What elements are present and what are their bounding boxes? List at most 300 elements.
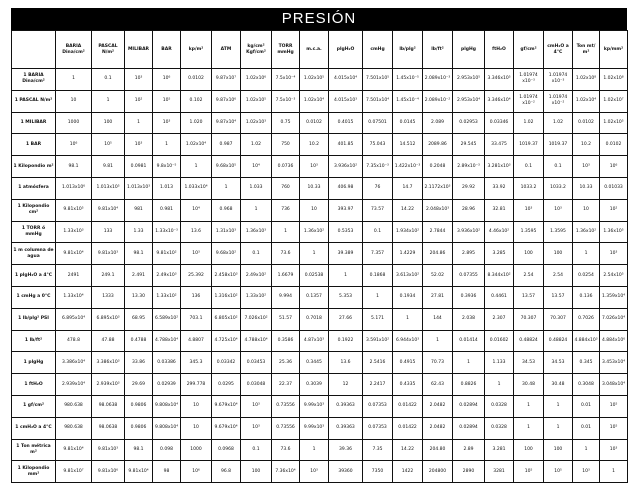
table-cell: 2.54	[544, 265, 573, 287]
table-row	[12, 156, 628, 178]
table-cell: 9.81x10⁴	[92, 199, 125, 221]
table-cell: 14.512	[393, 134, 423, 156]
table-cell: 2.953x10⁵	[453, 69, 485, 91]
table-cell: 4.884x10³	[573, 330, 600, 352]
table-cell: 1	[181, 156, 212, 178]
table-cell: 10³	[241, 395, 272, 417]
table-cell: 3.386x10³	[92, 352, 125, 374]
table-cell: 1.3595	[514, 221, 544, 243]
table-cell: 0.1357	[300, 286, 329, 308]
table-cell: 0.0145	[393, 112, 423, 134]
column-header: TORR mmHg	[272, 31, 300, 69]
table-cell: 2.49x10²	[241, 265, 272, 287]
table-cell: 133	[92, 221, 125, 243]
table-cell: 33.86	[125, 352, 153, 374]
table-cell: 1.02x10⁶	[241, 69, 272, 91]
table-cell: 204.86	[423, 243, 453, 265]
table-cell: 10³	[125, 134, 153, 156]
table-cell: 1	[153, 134, 181, 156]
table-cell: 0.03386	[153, 352, 181, 374]
table-cell: 2.5416	[363, 352, 393, 374]
table-cell: 204800	[423, 461, 453, 483]
table-cell: 1	[573, 243, 600, 265]
table-cell: 1.02x10⁸	[573, 69, 600, 91]
table-row	[12, 286, 628, 308]
table-cell: 73.57	[363, 199, 393, 221]
table-cell: 1.33x10²	[241, 286, 272, 308]
table-row	[12, 439, 628, 461]
table-cell: 1.02x10⁴	[300, 90, 329, 112]
table-cell: 0.07353	[363, 417, 393, 439]
row-header: 1 gf/cm²	[12, 395, 56, 417]
table-cell: 9.81x10⁴	[56, 243, 92, 265]
table-cell: 10³	[573, 461, 600, 483]
table-cell: 0.03342	[212, 352, 241, 374]
table-cell: 0.75	[272, 112, 300, 134]
table-cell: 1	[514, 395, 544, 417]
table-cell: 10⁶	[181, 461, 212, 483]
table-cell: 7.026x10²	[241, 308, 272, 330]
table-cell: 1.013x10⁶	[56, 177, 92, 199]
table-cell: 1.45x10⁻⁵	[393, 69, 423, 91]
table-cell: 1019.37	[514, 134, 544, 156]
table-cell: 14.22	[393, 199, 423, 221]
table-cell: 33.475	[485, 134, 514, 156]
table-cell: 3.613x10²	[393, 265, 423, 287]
column-header: plgHg	[453, 31, 485, 69]
table-cell: 0.0102	[300, 112, 329, 134]
table-cell: 0.02538	[300, 265, 329, 287]
table-cell: 7.35x10⁻³	[363, 156, 393, 178]
table-cell: 9.994	[272, 286, 300, 308]
table-cell: 981	[125, 199, 153, 221]
row-header: 1 cmHg a 0°C	[12, 286, 56, 308]
table-cell: 1	[92, 90, 125, 112]
table-cell: 100	[544, 243, 573, 265]
table-cell: 0.098	[153, 439, 181, 461]
table-cell: 10	[56, 90, 92, 112]
table-cell: 9.81x10³	[92, 439, 125, 461]
table-cell: 1.36x10²	[300, 221, 329, 243]
table-cell: 393.97	[329, 199, 363, 221]
column-header: BARIA Dina/cm²	[56, 31, 92, 69]
table-cell: 1.02	[544, 112, 573, 134]
table-cell: 32.81	[485, 199, 514, 221]
table-cell: 1.33x10²	[153, 286, 181, 308]
table-cell: 9.81x10³	[92, 243, 125, 265]
table-cell: 1.02x10⁵	[241, 90, 272, 112]
table-cell: 10⁵	[153, 90, 181, 112]
table-cell: 2.038	[453, 308, 485, 330]
table-cell: 9.81x10²	[153, 243, 181, 265]
table-cell: 136	[181, 286, 212, 308]
table-cell: 0.968	[212, 199, 241, 221]
table-cell: 10³	[181, 243, 212, 265]
table-cell: 4.884x10⁶	[600, 330, 628, 352]
column-header: BAR	[153, 31, 181, 69]
table-cell: 2.089x10⁻²	[423, 90, 453, 112]
table-cell: 4.015x10³	[329, 90, 363, 112]
table-cell: 1	[363, 286, 393, 308]
table-cell: 1.422x10⁻³	[393, 156, 423, 178]
table-cell: 1.6679	[272, 265, 300, 287]
table-cell: 0.1	[92, 69, 125, 91]
table-cell: 0.0736	[272, 156, 300, 178]
table-cell: 1.01974 x10⁻³	[514, 69, 544, 91]
table-cell: 1.359x10⁴	[600, 286, 628, 308]
table-cell: 0.102	[181, 90, 212, 112]
table-cell: 9.81x10⁵	[56, 199, 92, 221]
table-cell: 34.53	[514, 352, 544, 374]
table-cell: 1000	[56, 112, 92, 134]
table-cell: 0.1	[514, 156, 544, 178]
table-cell: 28.96	[453, 199, 485, 221]
table-cell: 0.1	[544, 156, 573, 178]
table-cell: 0.3936	[453, 286, 485, 308]
table-cell: 0.02939	[153, 374, 181, 396]
table-cell: 4.788x10⁴	[241, 330, 272, 352]
table-cell: 1	[514, 417, 544, 439]
table-cell: 1	[212, 177, 241, 199]
table-cell: 51.57	[272, 308, 300, 330]
table-cell: 10²	[600, 199, 628, 221]
table-cell: 3.285	[485, 243, 514, 265]
table-cell: 1	[125, 112, 153, 134]
table-cell: 0.07355	[453, 265, 485, 287]
column-header: ftH₂O	[485, 31, 514, 69]
table-cell: 0.9806	[125, 417, 153, 439]
table-cell: 750	[272, 134, 300, 156]
table-cell: 3.281	[485, 439, 514, 461]
table-cell: 1	[573, 439, 600, 461]
table-cell: 39360	[329, 461, 363, 483]
table-cell: 68.95	[125, 308, 153, 330]
row-header: 1 lb/ft²	[12, 330, 56, 352]
pressure-conversion-table	[11, 30, 628, 483]
table-cell: 10⁴	[181, 199, 212, 221]
table-cell: 3.281x10³	[485, 156, 514, 178]
table-cell: 0.5353	[329, 221, 363, 243]
table-cell: 2.2417	[363, 374, 393, 396]
table-cell: 22.37	[272, 374, 300, 396]
table-cell: 47.88	[92, 330, 125, 352]
row-header: 1 BARIA Dina/cm²	[12, 69, 56, 91]
table-cell: 2.0482	[423, 395, 453, 417]
table-cell: 2.895	[453, 243, 485, 265]
table-cell: 9.99x10³	[300, 417, 329, 439]
table-cell: 10³	[544, 199, 573, 221]
table-cell: 5.171	[363, 308, 393, 330]
table-cell: 10⁵	[600, 417, 628, 439]
table-cell: 98.0638	[92, 417, 125, 439]
table-row	[12, 199, 628, 221]
table-header	[12, 31, 628, 69]
table-cell: 0.01422	[393, 395, 423, 417]
table-cell: 2.89	[453, 439, 485, 461]
table-cell: 345.3	[181, 352, 212, 374]
table-cell: 3.936x10²	[453, 221, 485, 243]
table-row	[12, 417, 628, 439]
table-cell: 0.987	[212, 134, 241, 156]
table-cell: 0.0328	[485, 417, 514, 439]
table-cell: 9.81	[92, 156, 125, 178]
table-cell: 0.73556	[272, 417, 300, 439]
table-cell: 7.026x10⁴	[600, 308, 628, 330]
table-cell: 0.1	[241, 243, 272, 265]
table-cell: 33.92	[485, 177, 514, 199]
column-header: lb/ft²	[423, 31, 453, 69]
table-cell: 2.953x10⁴	[453, 90, 485, 112]
column-header: ATM	[212, 31, 241, 69]
table-cell: 1.33x10⁻³	[153, 221, 181, 243]
table-row	[12, 308, 628, 330]
table-cell: 9.81x10⁶	[92, 461, 125, 483]
table-cell: 100	[92, 112, 125, 134]
table-cell: 10⁵	[92, 134, 125, 156]
corner-cell	[12, 31, 56, 69]
table-cell: 0.4015	[329, 112, 363, 134]
table-cell: 1.02x10⁴	[573, 90, 600, 112]
table-cell: 6.895x10⁴	[56, 308, 92, 330]
table-cell: 13.6	[181, 221, 212, 243]
header-row	[12, 31, 628, 69]
table-cell: 0.981	[153, 199, 181, 221]
table-cell: 10⁶	[600, 156, 628, 178]
table-cell: 30.48	[544, 374, 573, 396]
column-header: lb/plg²	[393, 31, 423, 69]
table-cell: 980.638	[56, 395, 92, 417]
table-cell: 0.48824	[514, 330, 544, 352]
table-cell: 2.54x10⁵	[600, 265, 628, 287]
table-cell: 7350	[363, 461, 393, 483]
table-cell: 980.638	[56, 417, 92, 439]
table-cell: 1	[272, 221, 300, 243]
table-cell: 0.01414	[453, 330, 485, 352]
table-cell: 73.6	[272, 439, 300, 461]
table-cell: 3.453x10⁴	[600, 352, 628, 374]
table-cell: 3.346x10⁴	[485, 90, 514, 112]
table-cell: 0.7026	[573, 308, 600, 330]
row-header: 1 ftH₂O	[12, 374, 56, 396]
table-cell: 1.36x10³	[241, 221, 272, 243]
table-cell: 1.02x10⁵	[300, 69, 329, 91]
table-cell: 34.53	[544, 352, 573, 374]
table-cell: 10³	[241, 417, 272, 439]
table-cell: 9.808x10⁴	[153, 417, 181, 439]
table-cell: 29.69	[125, 374, 153, 396]
table-cell: 1.02x10⁴	[181, 134, 212, 156]
table-cell: 29.92	[453, 177, 485, 199]
table-cell: 1.01974 x10⁻²	[544, 90, 573, 112]
table-cell: 75.043	[363, 134, 393, 156]
table-cell: 10⁶	[56, 134, 92, 156]
table-cell: 0.0968	[212, 439, 241, 461]
column-header: PASCAL N/m²	[92, 31, 125, 69]
table-cell: 3.386x10⁴	[56, 352, 92, 374]
table-cell: 25.36	[272, 352, 300, 374]
table-cell: 7.36x10⁴	[272, 461, 300, 483]
table-cell: 0.03346	[485, 112, 514, 134]
table-cell: 98	[153, 461, 181, 483]
table-cell: 0.0328	[485, 395, 514, 417]
table-cell: 6.589x10²	[153, 308, 181, 330]
table-cell: 2491	[56, 265, 92, 287]
table-row	[12, 112, 628, 134]
table-cell: 2890	[453, 461, 485, 483]
row-header: 1 cmH₂O a 4°C	[12, 417, 56, 439]
table-cell: 1.013	[153, 177, 181, 199]
table-cell: 14.22	[393, 439, 423, 461]
table-cell: 144	[423, 308, 453, 330]
table-cell: 29.545	[453, 134, 485, 156]
table-cell: 10.2	[300, 134, 329, 156]
table-cell: 10	[181, 417, 212, 439]
table-cell: 1.33x10⁴	[56, 286, 92, 308]
table-cell: 2.1172x10³	[423, 177, 453, 199]
table-cell: 0.48824	[544, 330, 573, 352]
table-cell: 100	[544, 439, 573, 461]
table-cell: 0.3586	[272, 330, 300, 352]
table-cell: 0.1	[363, 221, 393, 243]
table-cell: 7.5x10⁻⁴	[272, 69, 300, 91]
table-cell: 0.1	[241, 439, 272, 461]
column-header: plgH₂O	[329, 31, 363, 69]
table-cell: 1	[544, 395, 573, 417]
table-cell: 13.30	[125, 286, 153, 308]
table-cell: 0.3048	[573, 374, 600, 396]
table-cell: 1.4229	[393, 243, 423, 265]
table-cell: 0.01602	[485, 330, 514, 352]
column-header: kg/cm² Kgf/cm²	[241, 31, 272, 69]
table-cell: 1.013x10³	[125, 177, 153, 199]
table-row	[12, 221, 628, 243]
table-cell: 9.81x10⁴	[56, 439, 92, 461]
table-cell: 98.1	[56, 156, 92, 178]
table-cell: 7.357	[363, 243, 393, 265]
table-cell: 9.99x10³	[300, 395, 329, 417]
table-cell: 1.033x10⁴	[181, 177, 212, 199]
table-cell: 30.48	[514, 374, 544, 396]
table-cell: 401.85	[329, 134, 363, 156]
table-cell: 0.9806	[125, 395, 153, 417]
table-cell: 70.307	[544, 308, 573, 330]
table-cell: 1	[329, 265, 363, 287]
table-row	[12, 352, 628, 374]
row-header: 1 Kilopondio cm²	[12, 199, 56, 221]
table-cell: 204.80	[423, 439, 453, 461]
table-cell: 0.01033	[600, 177, 628, 199]
table-cell: 1.02	[514, 112, 544, 134]
table-cell: 2.7844	[423, 221, 453, 243]
table-cell: 1.02	[241, 134, 272, 156]
table-body	[12, 69, 628, 483]
table-cell: 4.725x10⁴	[212, 330, 241, 352]
table-cell: 0.4788	[125, 330, 153, 352]
table-cell: 0.02953	[453, 112, 485, 134]
table-cell: 1.36x10²	[573, 221, 600, 243]
table-cell: 0.39363	[329, 417, 363, 439]
table-cell: 9.679x10⁴	[212, 417, 241, 439]
table-cell: 760	[272, 177, 300, 199]
table-cell: 0.0102	[600, 134, 628, 156]
table-cell: 6.895x10³	[92, 308, 125, 330]
table-cell: 1	[453, 352, 485, 374]
table-cell: 100	[514, 243, 544, 265]
table-row	[12, 330, 628, 352]
table-cell: 6.944x10³	[393, 330, 423, 352]
table-cell: 0.02894	[453, 395, 485, 417]
table-cell: 1.33	[125, 221, 153, 243]
row-header: 1 Ton métrica m²	[12, 439, 56, 461]
row-header: 1 PASCAL N/m²	[12, 90, 56, 112]
column-header: kp/m²	[181, 31, 212, 69]
table-cell: 10³	[125, 69, 153, 91]
table-cell: 39.389	[329, 243, 363, 265]
table-cell: 10⁵	[544, 461, 573, 483]
table-cell: 9.679x10⁴	[212, 395, 241, 417]
column-header: kp/mm²	[600, 31, 628, 69]
table-cell: 1.33x10³	[56, 221, 92, 243]
table-cell: 0.3039	[300, 374, 329, 396]
table-cell: 1.013x10⁵	[92, 177, 125, 199]
table-row	[12, 134, 628, 156]
table-cell: 0.01	[573, 395, 600, 417]
table-cell: 10³	[300, 156, 329, 178]
table-cell: 1	[300, 439, 329, 461]
table-cell: 3.346x10⁵	[485, 69, 514, 91]
table-cell: 98.1	[125, 439, 153, 461]
table-cell: 0.01422	[393, 417, 423, 439]
table-cell: 98.0638	[92, 395, 125, 417]
table-row	[12, 395, 628, 417]
table-cell: 10.2	[573, 134, 600, 156]
table-cell: 13.57	[514, 286, 544, 308]
table-cell: 1	[56, 69, 92, 91]
table-cell: 10⁵	[514, 461, 544, 483]
table-cell: 1.45x10⁻⁴	[393, 90, 423, 112]
table-cell: 1422	[393, 461, 423, 483]
table-cell: 1.316x10²	[212, 286, 241, 308]
table-cell: 9.81x10⁷	[56, 461, 92, 483]
table-cell: 9.87x10⁷	[212, 69, 241, 91]
table-cell: 0.1934	[393, 286, 423, 308]
table-cell: 9.68x10⁵	[212, 156, 241, 178]
row-header: 1 TORR ó mmHg	[12, 221, 56, 243]
table-cell: 1.01974 x10⁻³	[544, 69, 573, 91]
table-cell: 3.048x10⁴	[600, 374, 628, 396]
table-cell: 4.87x10³	[300, 330, 329, 352]
table-cell: 2.54	[514, 265, 544, 287]
table-cell: 1.02x10³	[241, 112, 272, 134]
table-cell: 2.048x10³	[423, 199, 453, 221]
table-cell: 2.089	[423, 112, 453, 134]
table-cell: 10³	[300, 461, 329, 483]
table-cell: 10³	[600, 439, 628, 461]
table-cell: 1	[423, 330, 453, 352]
table-cell: 10⁴	[241, 156, 272, 178]
row-header: 1 Kilopondio m²	[12, 156, 56, 178]
table-cell: 299.778	[181, 374, 212, 396]
table-cell: 1.02x10⁸	[600, 69, 628, 91]
table-cell: 0.4461	[485, 286, 514, 308]
table-row	[12, 69, 628, 91]
table-cell: 0.03453	[241, 352, 272, 374]
table-row	[12, 177, 628, 199]
table-cell: 0.73556	[272, 395, 300, 417]
table-cell: 2.089x10⁻³	[423, 69, 453, 91]
table-cell: 736	[272, 199, 300, 221]
table-row	[12, 90, 628, 112]
